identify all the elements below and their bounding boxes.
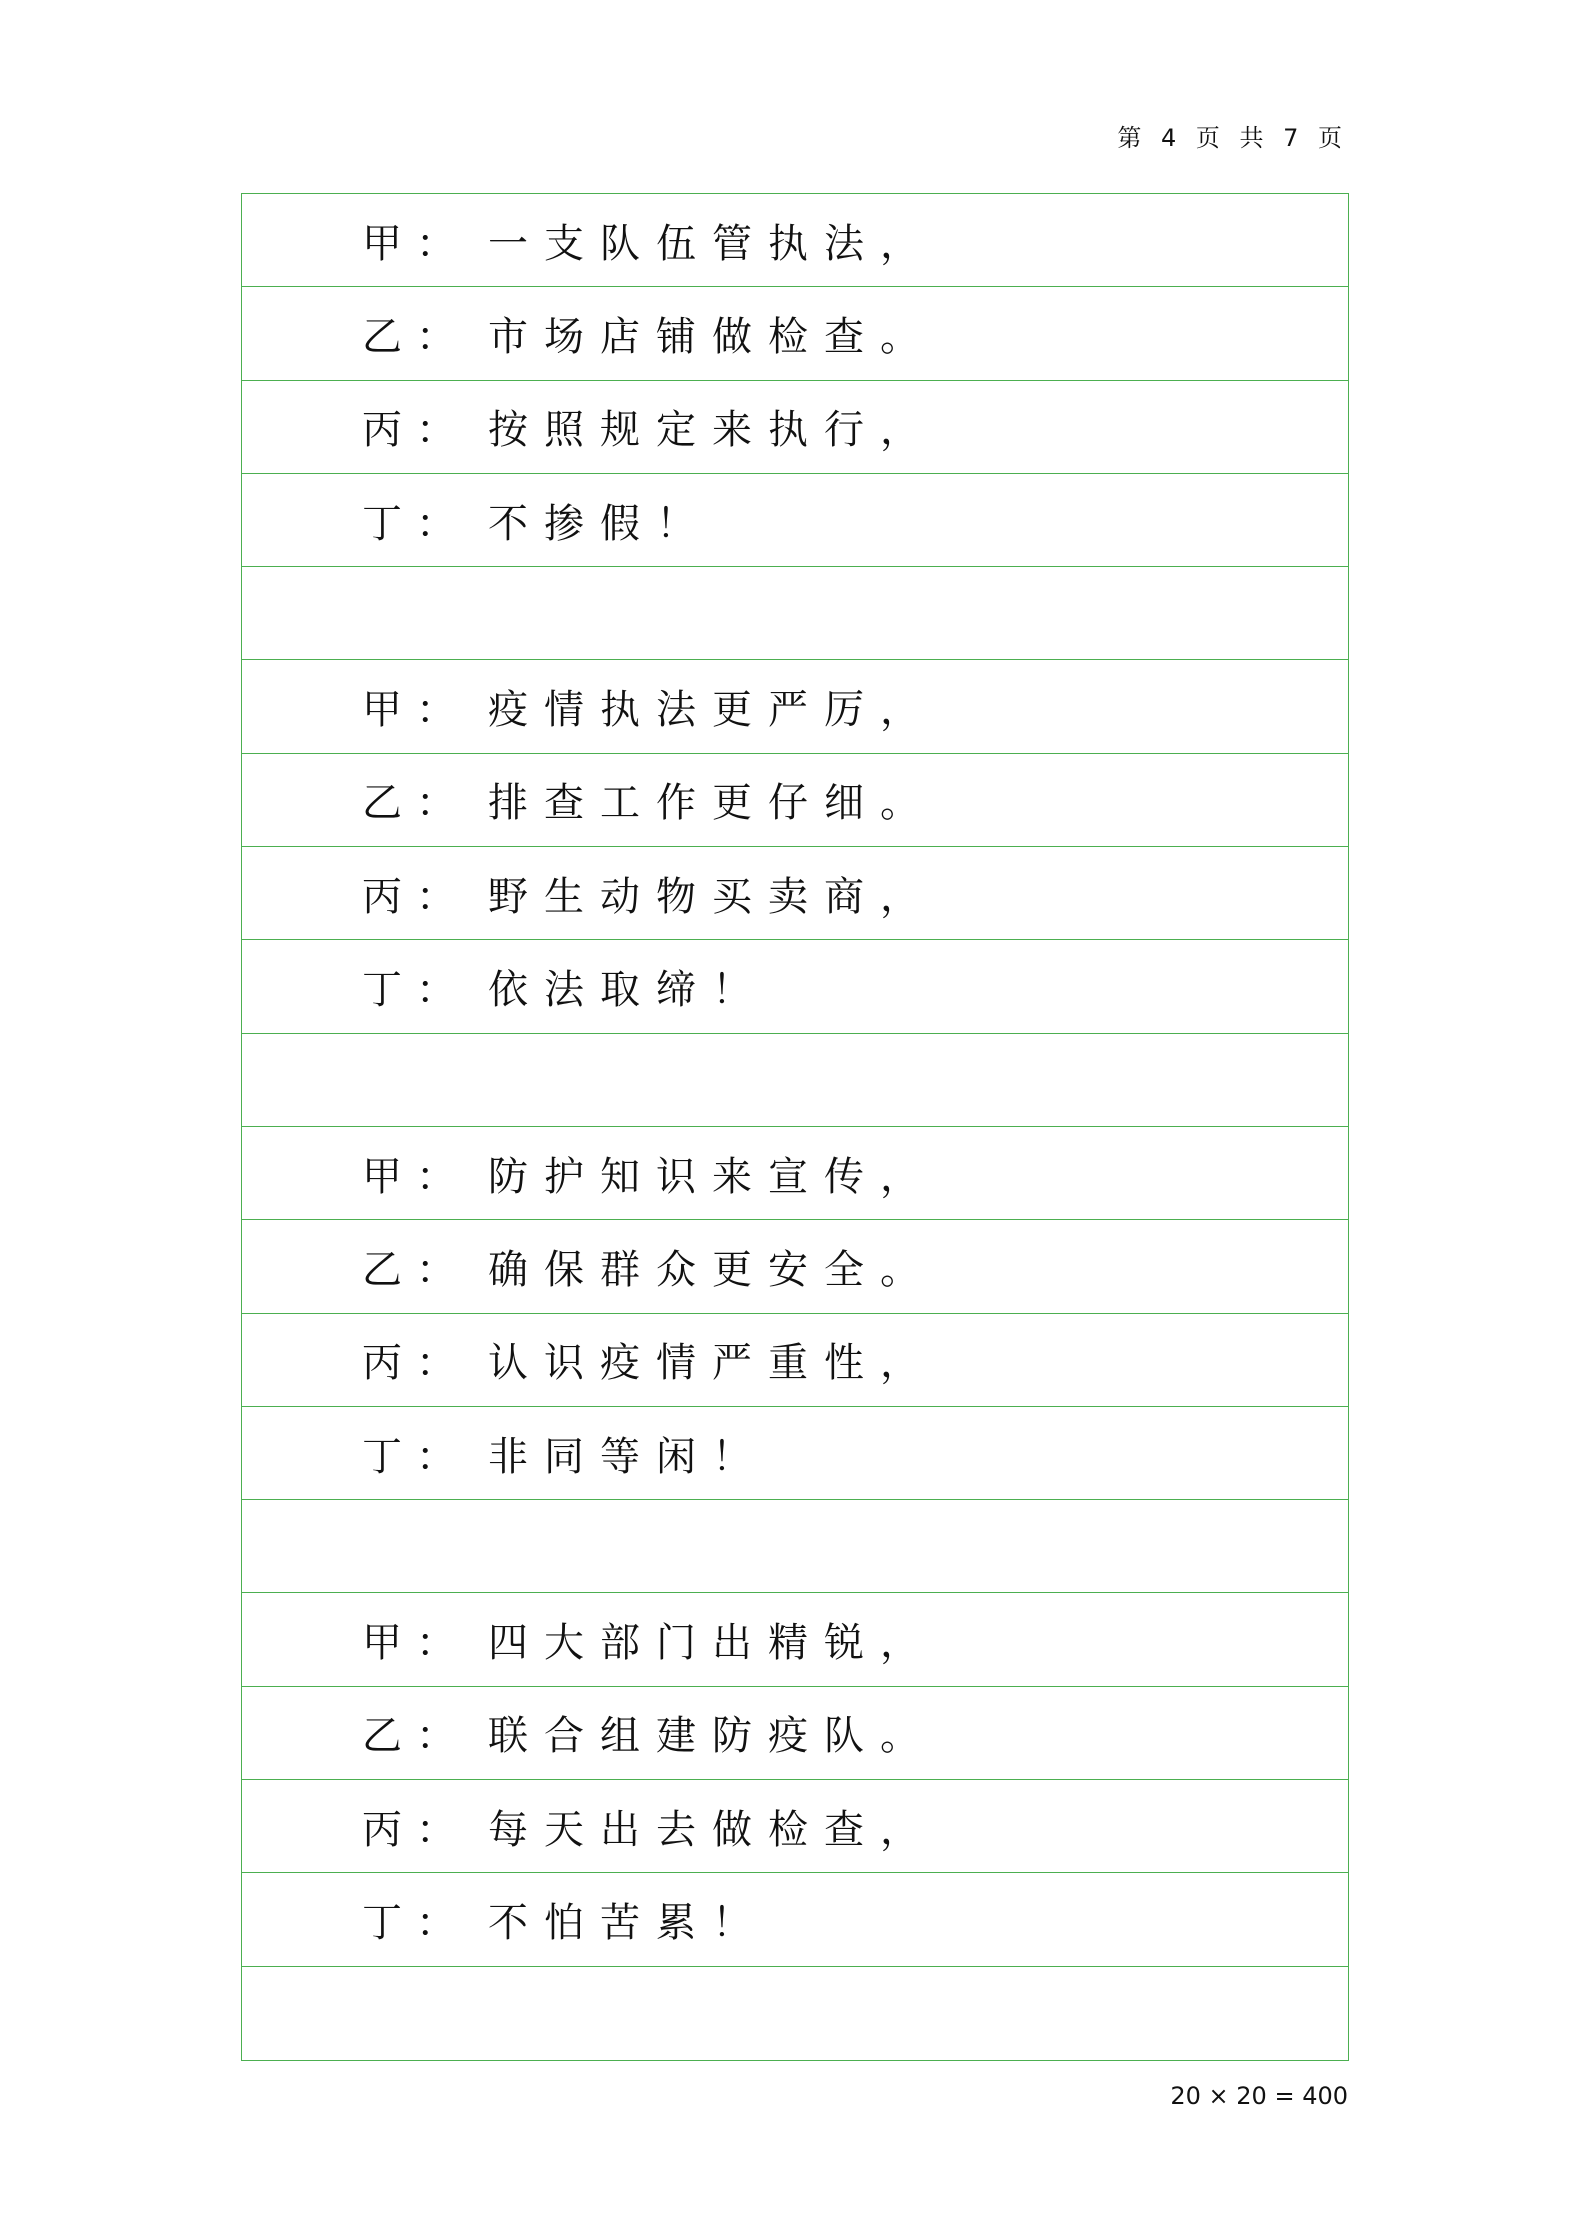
verse-line: 确保群众更安全。 [488,1246,936,1293]
grid-size-label: 20 × 20 = 400 [1170,2082,1348,2110]
speaker-label: 乙： [362,1246,470,1293]
verse-line: 疫情执法更严厉， [488,687,936,734]
verse-line: 排查工作更仔细。 [488,780,936,827]
speaker-label: 乙： [362,1713,470,1760]
grid-row [242,1593,1348,1686]
grid-row [242,940,1348,1033]
grid-row [242,754,1348,847]
verse-line: 四大部门出精锐， [488,1620,936,1667]
verse-line: 每天出去做检查， [488,1806,936,1853]
speaker-label: 丙： [362,1806,470,1853]
page-indicator: 第 4 页 共 7 页 [1117,124,1348,152]
speaker-label: 丁： [362,1899,470,1946]
grid-row-blank [242,1500,1348,1593]
grid-row [242,1873,1348,1966]
grid-row-blank [242,567,1348,660]
grid-row-blank [242,1967,1348,2060]
grid-row [242,1220,1348,1313]
grid-row [242,847,1348,940]
verse-line: 非同等闲！ [488,1433,768,1480]
grid-row [242,1407,1348,1500]
speaker-label: 乙： [362,313,470,360]
speaker-label: 甲： [362,220,470,267]
grid-row [242,1314,1348,1407]
verse-line: 市场店铺做检查。 [488,313,936,360]
grid-row [242,660,1348,753]
grid-row [242,474,1348,567]
speaker-label: 丁： [362,967,470,1014]
grid-row [242,1127,1348,1220]
verse-line: 认识疫情严重性， [488,1340,936,1387]
manuscript-grid [241,193,1349,2061]
grid-row [242,287,1348,380]
verse-line: 按照规定来执行， [488,407,936,454]
grid-row [242,194,1348,287]
verse-line: 一支队伍管执法， [488,220,936,267]
grid-row [242,1780,1348,1873]
verse-line: 不掺假！ [488,500,712,547]
speaker-label: 丙： [362,1340,470,1387]
speaker-label: 丙： [362,407,470,454]
speaker-label: 甲： [362,687,470,734]
verse-line: 防护知识来宣传， [488,1153,936,1200]
speaker-label: 丁： [362,500,470,547]
grid-row-blank [242,1034,1348,1127]
speaker-label: 甲： [362,1620,470,1667]
speaker-label: 乙： [362,780,470,827]
grid-row [242,1687,1348,1780]
verse-line: 联合组建防疫队。 [488,1713,936,1760]
verse-line: 野生动物买卖商， [488,873,936,920]
speaker-label: 丁： [362,1433,470,1480]
verse-line: 不怕苦累！ [488,1899,768,1946]
grid-row [242,381,1348,474]
speaker-label: 甲： [362,1153,470,1200]
speaker-label: 丙： [362,873,470,920]
verse-line: 依法取缔！ [488,967,768,1014]
